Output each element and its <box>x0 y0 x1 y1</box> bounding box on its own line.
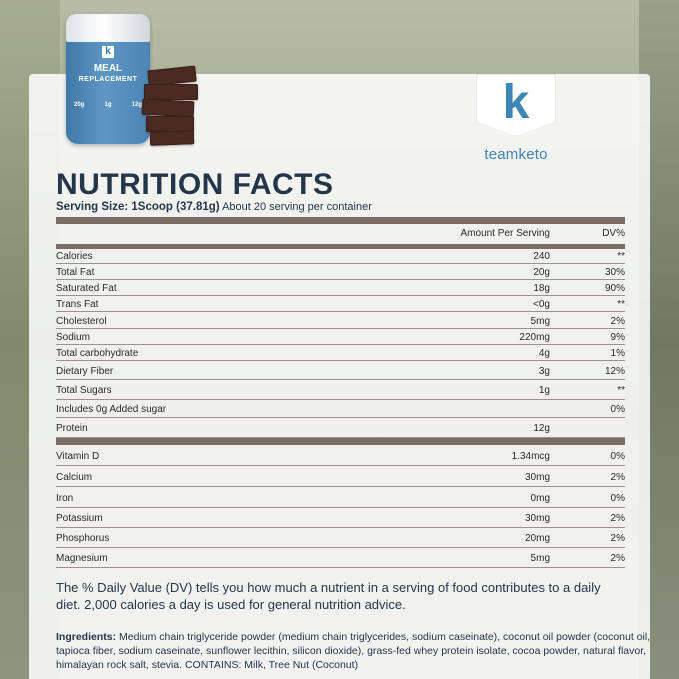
table-header <box>56 224 625 244</box>
nutrient-dv: ** <box>617 251 625 262</box>
nutrient-dv: ** <box>617 299 625 310</box>
table-row <box>56 487 625 508</box>
nutrient-amount: 30mg <box>524 513 550 524</box>
table-row <box>56 400 625 418</box>
table-row <box>56 264 625 280</box>
nutrient-amount: 20g <box>533 267 550 278</box>
table-row <box>56 345 625 361</box>
nutrient-amount: 12g <box>533 423 550 434</box>
divider-thick <box>56 438 625 445</box>
nutrient-name: Protein <box>56 423 88 434</box>
ingredients-text: Medium chain triglyceride powder (medium chain triglycerides, sodium caseinate), coconut oil powder (coconut oil, tapioca fiber, sodium caseinate, sunflower lecithin, silicon dioxide), grass-fed whey protein isolate, cocoa powder, natural flavor, himalayan rock salt, stevia. CONTAINS: Milk, Tree Nut (Coconut) <box>56 631 651 671</box>
nutrient-dv: 2% <box>610 513 625 524</box>
nutrient-amount: 4g <box>538 348 550 359</box>
jar-lid <box>66 14 150 42</box>
table-row <box>56 248 625 264</box>
chocolate-piece <box>144 84 198 100</box>
header-dv: DV% <box>602 228 625 239</box>
table-row <box>56 296 625 312</box>
nutrient-amount: 18g <box>533 283 550 294</box>
nutrient-amount: 1g <box>538 385 550 396</box>
serving-size-label: Serving Size: 1Scoop (37.81g) <box>56 201 220 213</box>
nutrient-name: Total carbohydrate <box>56 348 139 359</box>
nutrient-amount: 0mg <box>530 493 550 504</box>
serving-size-note: About 20 serving per container <box>222 201 372 213</box>
table-row <box>56 466 625 487</box>
nutrient-name: Trans Fat <box>56 299 99 310</box>
brand-logo-text: teamketo <box>484 146 548 163</box>
nutrient-dv: 9% <box>610 332 625 343</box>
ingredients <box>56 630 656 672</box>
nutrient-name: Cholesterol <box>56 316 107 327</box>
nutrient-amount: 220mg <box>519 332 550 343</box>
ingredients-label: Ingredients: <box>56 631 117 643</box>
daily-value-note: The % Daily Value (DV) tells you how much a nutrient in a serving of food contributes to a daily diet. 2,000 calories a day is used for general nutrition advice. <box>56 580 601 612</box>
nutrient-dv: 2% <box>610 553 625 564</box>
header-amount: Amount Per Serving <box>460 228 550 239</box>
nutrient-amount: 5mg <box>530 316 550 327</box>
nutrient-name: Total Fat <box>56 267 95 278</box>
table-row <box>56 329 625 345</box>
nutrient-name: Dietary Fiber <box>56 366 114 377</box>
table-row <box>56 418 625 438</box>
jar-logo-mark: k <box>102 46 114 58</box>
table-row <box>56 528 625 548</box>
jar-stat: 12g <box>131 102 142 108</box>
table-row <box>56 445 625 466</box>
table-row <box>56 548 625 568</box>
nutrient-dv: 12% <box>604 366 625 377</box>
nutrient-amount: 5mg <box>530 553 550 564</box>
nutrient-name: Sodium <box>56 332 90 343</box>
nutrient-name: Potassium <box>56 513 103 524</box>
nutrient-dv: 30% <box>604 267 625 278</box>
nutrient-amount: 3g <box>538 366 550 377</box>
nutrient-dv: ** <box>617 385 625 396</box>
divider-thick <box>56 217 625 224</box>
jar-subtitle: REPLACEMENT <box>78 76 138 83</box>
table-row <box>56 508 625 528</box>
nutrient-dv: 2% <box>610 316 625 327</box>
nutrient-dv: 90% <box>604 283 625 294</box>
nutrient-amount: <0g <box>533 299 550 310</box>
jar-title: MEAL <box>93 63 123 74</box>
product-jar-image <box>66 14 150 144</box>
nutrient-name: Includes 0g Added sugar <box>56 404 167 415</box>
nutrient-dv: 1% <box>610 348 625 359</box>
jar-stats <box>74 102 142 108</box>
nutrient-name: Vitamin D <box>56 451 100 462</box>
page-title: NUTRITION FACTS <box>56 168 334 201</box>
chocolate-piece <box>150 130 194 146</box>
table-row <box>56 312 625 329</box>
jar-stat: 20g <box>74 102 85 108</box>
serving-size <box>56 201 372 213</box>
nutrient-name: Iron <box>56 493 74 504</box>
jar-stat: 1g <box>104 102 112 108</box>
nutrient-name: Calcium <box>56 472 93 483</box>
brand-logo-mark: k <box>502 76 530 129</box>
nutrient-dv: 2% <box>610 533 625 544</box>
chocolate-piece <box>142 99 195 118</box>
nutrient-amount: 1.34mcg <box>511 451 550 462</box>
nutrient-amount: 30mg <box>524 472 550 483</box>
table-row <box>56 380 625 400</box>
nutrient-name: Phosphorus <box>56 533 110 544</box>
nutrient-name: Saturated Fat <box>56 283 117 294</box>
table-row <box>56 280 625 296</box>
table-row <box>56 361 625 380</box>
nutrient-name: Calories <box>56 251 93 262</box>
nutrient-dv: 0% <box>610 404 625 415</box>
nutrient-dv: 2% <box>610 472 625 483</box>
nutrient-dv: 0% <box>610 493 625 504</box>
nutrient-dv: 0% <box>610 451 625 462</box>
nutrient-name: Magnesium <box>56 553 108 564</box>
nutrient-amount: 20mg <box>524 533 550 544</box>
nutrient-amount: 240 <box>533 251 550 262</box>
nutrient-name: Total Sugars <box>56 385 112 396</box>
